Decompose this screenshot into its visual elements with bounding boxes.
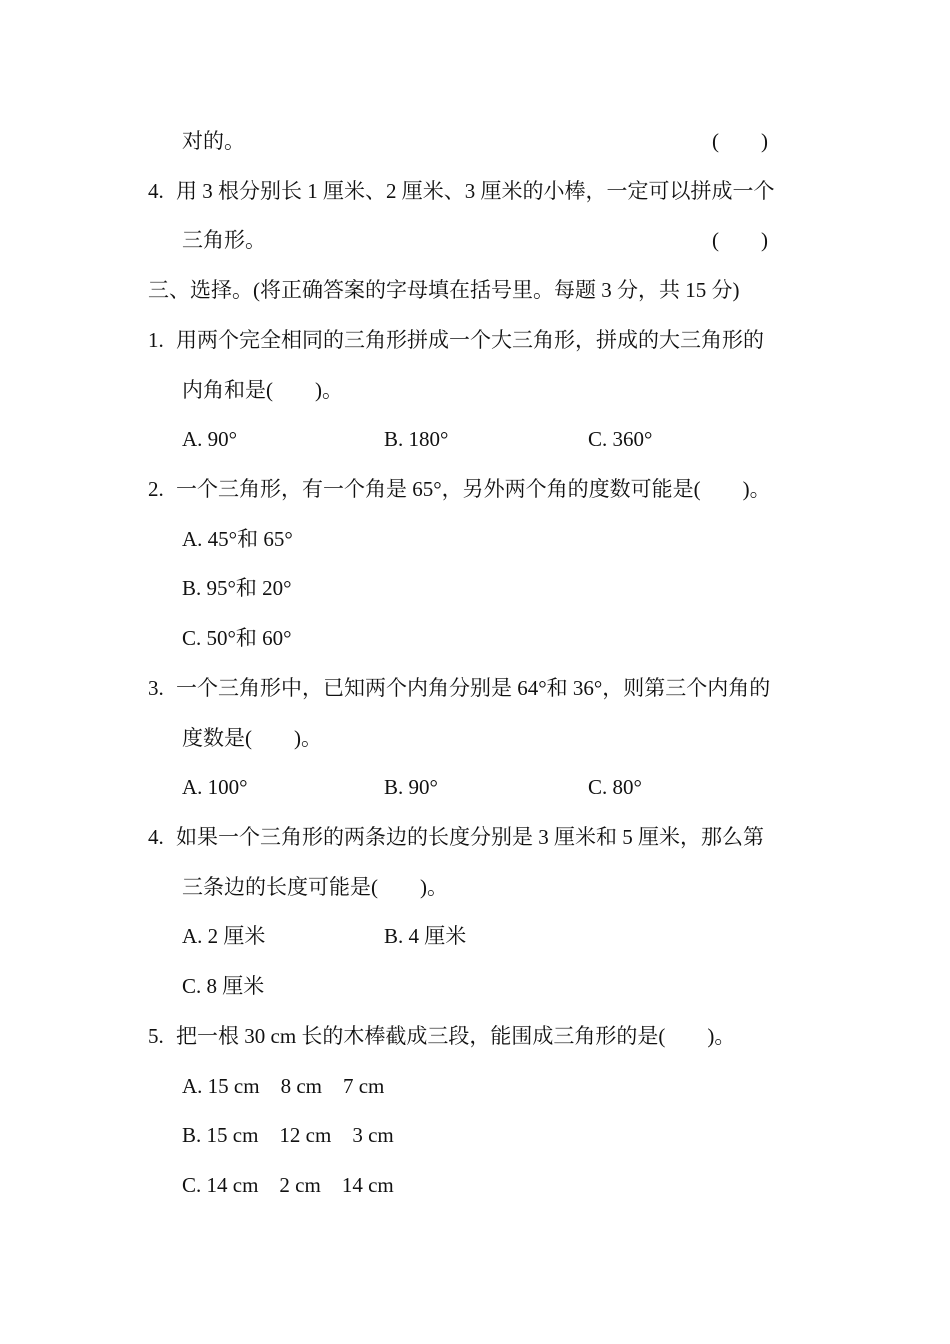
option-a: A. 2 厘米 bbox=[182, 924, 266, 948]
option-c: C. 50°和 60° bbox=[182, 626, 292, 650]
question-number: 4. bbox=[148, 825, 164, 849]
answer-bracket: ( ) bbox=[712, 228, 768, 252]
option-c: C. 14 cm 2 cm 14 cm bbox=[182, 1173, 394, 1197]
option-a: A. 15 cm 8 cm 7 cm bbox=[182, 1074, 385, 1098]
question-number: 1. bbox=[148, 328, 164, 352]
option-c: C. 8 厘米 bbox=[182, 974, 265, 998]
question-text: 一个三角形中，已知两个内角分别是 64°和 36°，则第三个内角的 bbox=[176, 676, 771, 700]
question-text-continuation: 度数是( )。 bbox=[182, 726, 322, 750]
question-text-continuation: 三角形。 bbox=[182, 228, 266, 252]
option-b: B. 90° bbox=[384, 775, 438, 799]
question-text-continuation: 三条边的长度可能是( )。 bbox=[182, 875, 448, 899]
section-heading: 三、选择。(将正确答案的字母填在括号里。每题 3 分，共 15 分) bbox=[148, 278, 740, 302]
question-text: 如果一个三角形的两条边的长度分别是 3 厘米和 5 厘米，那么第 bbox=[176, 825, 764, 849]
answer-bracket: ( ) bbox=[712, 129, 768, 153]
option-b: B. 4 厘米 bbox=[384, 924, 467, 948]
option-a: A. 45°和 65° bbox=[182, 527, 293, 551]
question-text-continuation: 内角和是( )。 bbox=[182, 378, 343, 402]
question-text: 把一根 30 cm 长的木棒截成三段，能围成三角形的是( )。 bbox=[176, 1024, 736, 1048]
question-text: 用 3 根分别长 1 厘米、2 厘米、3 厘米的小棒，一定可以拼成一个 bbox=[176, 179, 775, 203]
question-number: 3. bbox=[148, 676, 164, 700]
question-text: 一个三角形，有一个角是 65°，另外两个角的度数可能是( )。 bbox=[176, 477, 771, 501]
question-3-continuation: 对的。 bbox=[182, 129, 245, 153]
question-text: 用两个完全相同的三角形拼成一个大三角形，拼成的大三角形的 bbox=[176, 328, 764, 352]
question-number: 5. bbox=[148, 1024, 164, 1048]
option-a: A. 90° bbox=[182, 427, 238, 451]
question-number: 2. bbox=[148, 477, 164, 501]
option-c: C. 80° bbox=[588, 775, 642, 799]
option-c: C. 360° bbox=[588, 427, 653, 451]
option-b: B. 95°和 20° bbox=[182, 576, 292, 600]
option-a: A. 100° bbox=[182, 775, 248, 799]
option-b: B. 15 cm 12 cm 3 cm bbox=[182, 1123, 394, 1147]
option-b: B. 180° bbox=[384, 427, 449, 451]
question-number: 4. bbox=[148, 179, 164, 203]
